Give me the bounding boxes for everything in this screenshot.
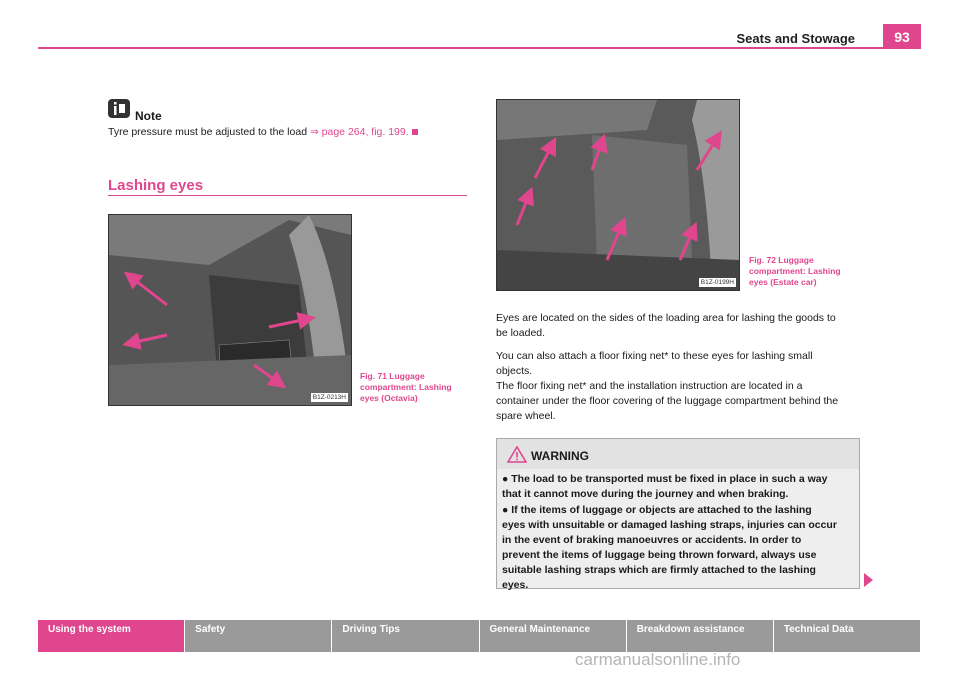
body-paragraph-3: The floor fixing net* and the installation instruction are located in a container under the floor covering of the luggage compartment behind the spare wheel. (496, 380, 839, 422)
warning-label: WARNING (531, 449, 589, 463)
tab-breakdown-assistance[interactable]: Breakdown assistance (627, 620, 773, 652)
figure-code: B1Z-0213H (312, 394, 346, 401)
tab-safety[interactable]: Safety (185, 620, 331, 652)
figure-71-caption: Fig. 71 Luggage compartment: Lashing eyes (Octavia) (360, 371, 452, 403)
tab-driving-tips[interactable]: Driving Tips (332, 620, 478, 652)
warning-box (496, 438, 860, 589)
tab-general-maintenance[interactable]: General Maintenance (480, 620, 626, 652)
section-divider (108, 195, 467, 196)
page-header-title: Seats and Stowage (736, 31, 855, 46)
header-divider (38, 47, 921, 49)
note-icon (108, 99, 130, 118)
next-page-arrow-icon[interactable] (864, 573, 873, 587)
figure-72-image (496, 99, 740, 291)
warning-triangle-icon (507, 446, 527, 468)
section-title: Lashing eyes (108, 177, 204, 194)
figure-71-image (108, 214, 352, 406)
note-label: Note (135, 109, 162, 123)
end-marker (412, 129, 418, 135)
figure-72-caption: Fig. 72 Luggage compartment: Lashing eyes (Estate car) (749, 255, 841, 287)
watermark: carmanualsonline.info (575, 650, 741, 669)
tab-technical-data[interactable]: Technical Data (774, 620, 920, 652)
page-number: 93 (883, 24, 921, 49)
warning-item-2: ● If the items of luggage or objects are attached to the lashing eyes with unsuitable or damaged lashing straps, injuries can occur in the event of braking manoeuvres or accidents. In order to prevent the items of luggage being thrown forward, always use suitable lashing straps which are firmly attached to the lashing eyes. (502, 504, 837, 591)
warning-item-1: ● The load to be transported must be fixed in place in such a way that it cannot move during the journey and when braking. (502, 473, 828, 500)
page-reference-link[interactable]: ⇒ page 264, fig. 199 (309, 126, 406, 138)
body-paragraph-1: Eyes are located on the sides of the loading area for lashing the goods to be loaded. (496, 312, 836, 339)
tab-using-the-system[interactable]: Using the system (38, 620, 184, 652)
note-text: Tyre pressure must be adjusted to the load ⇒ page 264, fig. 199. (108, 126, 418, 138)
body-paragraph-2: You can also attach a floor fixing net* to these eyes for lashing small objects. (496, 350, 813, 377)
figure-code: B1Z-0199H (700, 279, 734, 286)
footer-nav (38, 620, 921, 652)
